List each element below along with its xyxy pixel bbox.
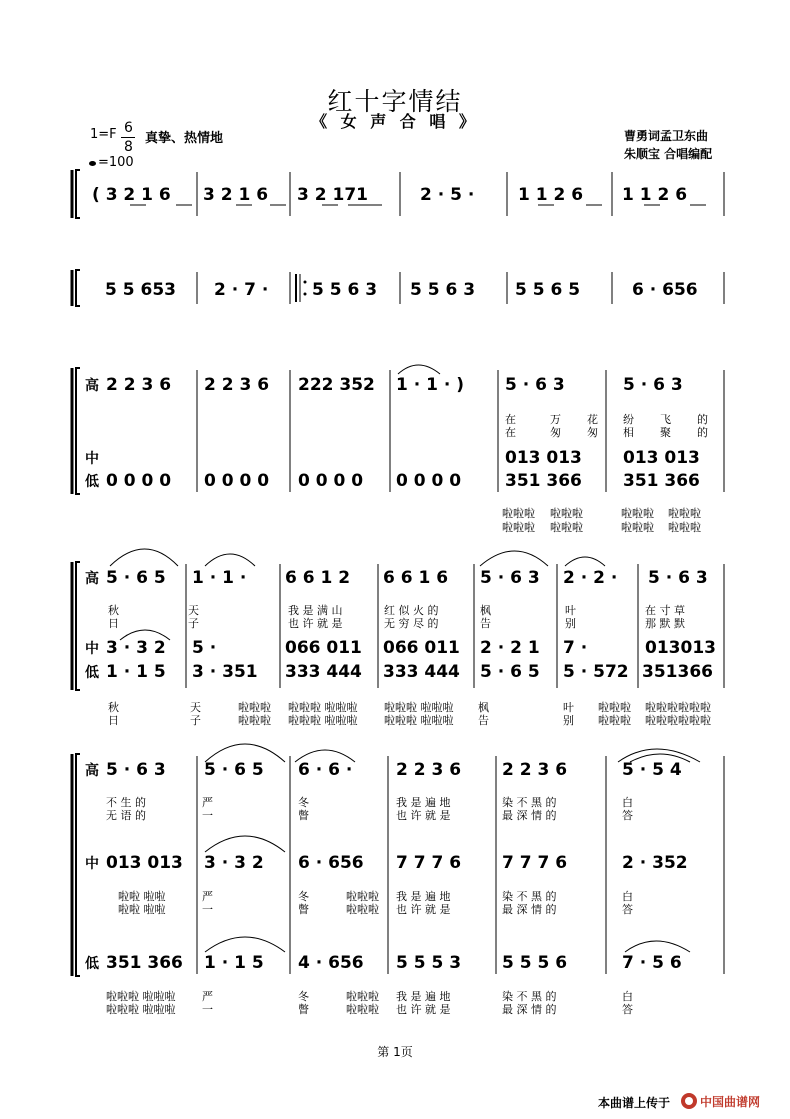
part-label-mid: 中	[85, 451, 99, 467]
site-logo	[680, 1091, 776, 1111]
lyric: 严	[202, 890, 213, 903]
note-group: 1 1 2 6	[518, 185, 584, 205]
lyric: 啦啦啦	[598, 701, 631, 714]
lyric: 答	[622, 1003, 633, 1016]
lyric: 啦啦 啦啦	[118, 890, 166, 903]
note-group: 2 2 3 6	[204, 375, 270, 395]
lyric: 纷	[623, 413, 634, 426]
part-label-mid-s4: 中	[85, 641, 99, 657]
part-label-high: 高	[85, 378, 99, 394]
lyric: 答	[622, 903, 633, 916]
lyric: 啦啦啦	[598, 714, 631, 727]
note-group: 5 5 5 3	[396, 953, 462, 973]
lyric: 日	[108, 714, 119, 727]
lyric: 也 许 就 是	[396, 1003, 451, 1016]
lyric: 啦啦啦	[621, 507, 654, 520]
system-2	[72, 270, 724, 306]
lyric: 天	[188, 604, 199, 617]
lyric: 不 生 的	[106, 796, 146, 809]
note-group: 5 · 6 3	[106, 760, 166, 780]
note-group: 7 7 7 6	[502, 853, 568, 873]
lyric: 叶	[565, 604, 576, 617]
lyric: 匆	[550, 426, 561, 439]
lyric: 花	[587, 413, 598, 426]
lyric: 冬	[298, 796, 309, 809]
system-5-notes	[106, 760, 688, 1016]
system-5	[72, 754, 724, 1016]
site-logo-icon	[680, 1091, 776, 1111]
lyric: 在	[505, 426, 516, 439]
lyric: 啦啦啦	[502, 507, 535, 520]
lyric: 啦啦啦	[502, 521, 535, 534]
note-group: 5 · 572	[563, 662, 629, 682]
note-group: 5 · 6 5	[480, 662, 540, 682]
upload-note: 本曲谱上传于	[598, 1096, 671, 1110]
lyric: 别	[565, 617, 576, 630]
lyric: 一	[202, 809, 213, 822]
lyric: 冬	[298, 990, 309, 1003]
note-group: 5 5 653	[105, 280, 176, 300]
lyric: 啦啦啦啦啦啦	[645, 701, 711, 714]
key-signature: 1=F	[90, 127, 117, 142]
note-group: 5 5 6 5	[515, 280, 581, 300]
lyric: 秋	[108, 604, 119, 617]
note-group: 2 2 3 6	[502, 760, 568, 780]
note-group: 333 444	[285, 662, 362, 682]
note-group: 2 2 3 6	[396, 760, 462, 780]
lyric: 瞥	[298, 809, 309, 822]
lyric: 无 语 的	[106, 809, 146, 822]
note-group: 222 352	[298, 375, 375, 395]
note-group: 1 · 1 ·	[192, 568, 247, 588]
part-label-mid-s5: 中	[85, 856, 99, 872]
lyric: 啦啦啦	[346, 903, 379, 916]
note-group: 013 013	[106, 853, 183, 873]
lyric: 在	[505, 413, 516, 426]
lyric: 在 寸 草	[645, 604, 685, 617]
note-group: 0 0 0 0	[106, 471, 172, 491]
part-label-low-s4: 低	[85, 665, 99, 681]
lyric: 飞	[660, 413, 671, 426]
note-group: 2 · 352	[622, 853, 688, 873]
system-1-notes	[92, 185, 706, 205]
lyric: 啦啦啦啦啦啦	[645, 714, 711, 727]
lyric: 天	[190, 701, 201, 714]
lyric: 啦啦啦	[668, 507, 701, 520]
note-group: 5 · 5 4	[622, 760, 682, 780]
lyric: 白	[622, 796, 633, 809]
lyric: 最 深 情 的	[502, 1003, 557, 1016]
lyric: 秋	[108, 701, 119, 714]
note-group: 6 · 656	[298, 853, 364, 873]
lyric: 枫	[478, 701, 489, 714]
lyric: 无 穷 尽 的	[384, 617, 439, 630]
song-subtitle: 《 女 声 合 唱 》	[311, 112, 479, 131]
arranger: 朱顺宝 合唱编配	[624, 147, 713, 161]
lyric: 最 深 情 的	[502, 903, 557, 916]
lyric: 啦啦啦 啦啦啦	[106, 1003, 176, 1016]
note-group: 6 · 656	[632, 280, 698, 300]
lyric: 别	[563, 714, 574, 727]
lyric: 我 是 遍 地	[396, 890, 451, 903]
note-group: 1 1 2 6	[622, 185, 688, 205]
lyric: 聚	[660, 426, 671, 439]
lyric: 子	[188, 617, 199, 630]
lyric: 也 许 就 是	[288, 617, 343, 630]
lyric: 啦啦啦 啦啦啦	[288, 701, 358, 714]
note-group: 6 6 1 6	[383, 568, 449, 588]
lyric: 红 似 火 的	[384, 604, 439, 617]
note-group: 351 366	[505, 471, 582, 491]
note-group: 5 · 6 3	[505, 375, 565, 395]
note-group: 066 011	[285, 638, 362, 658]
note-group: 6 · 6 ·	[298, 760, 353, 780]
lyric: 答	[622, 809, 633, 822]
note-group: 351 366	[106, 953, 183, 973]
lyric: 的	[697, 413, 708, 426]
lyric: 我 是 遍 地	[396, 796, 451, 809]
note-group: 5 5 6 3	[410, 280, 476, 300]
lyric: 最 深 情 的	[502, 809, 557, 822]
note-group: 0 0 0 0	[204, 471, 270, 491]
repeat-sign	[296, 274, 307, 302]
note-group: 5 · 6 3	[623, 375, 683, 395]
note-group: 3 2 171	[297, 185, 368, 205]
system-2-notes	[105, 280, 698, 300]
system-1	[72, 170, 724, 218]
note-group: 6 6 1 2	[285, 568, 351, 588]
meter-numerator: 6	[124, 120, 133, 136]
lyric: 冬	[298, 890, 309, 903]
note-group: 3 · 3 2	[204, 853, 264, 873]
song-title: 红十字情结	[327, 87, 463, 116]
lyric: 我 是 满 山	[288, 604, 343, 617]
note-group: 5 ·	[192, 638, 217, 658]
note-group: ( 3 2 1 6	[92, 185, 171, 205]
lyric: 啦啦啦	[550, 521, 583, 534]
part-label-high-s4: 高	[85, 571, 99, 587]
meter-denominator: 8	[124, 139, 133, 155]
note-group: 2 · 2 1	[480, 638, 540, 658]
lyric: 啦啦啦	[238, 714, 271, 727]
note-group: 013 013	[623, 448, 700, 468]
lyric: 啦啦啦 啦啦啦	[384, 714, 454, 727]
lyric: 相	[623, 426, 634, 439]
lyric: 也 许 就 是	[396, 809, 451, 822]
note-group: 1 · 1 5	[204, 953, 264, 973]
lyric: 也 许 就 是	[396, 903, 451, 916]
note-group: 5 5 5 6	[502, 953, 568, 973]
note-group: 5 · 6 5	[204, 760, 264, 780]
lyric: 啦啦啦 啦啦啦	[384, 701, 454, 714]
lyric: 啦啦 啦啦	[118, 903, 166, 916]
lyric: 一	[202, 1003, 213, 1016]
lyric: 啦啦啦	[238, 701, 271, 714]
lyric: 万	[550, 413, 561, 426]
note-group: 351366	[642, 662, 713, 682]
lyric: 啦啦啦	[668, 521, 701, 534]
note-group: 013 013	[505, 448, 582, 468]
note-group: 066 011	[383, 638, 460, 658]
note-group: 333 444	[383, 662, 460, 682]
lyric: 日	[108, 617, 119, 630]
lyric: 严	[202, 990, 213, 1003]
lyric: 的	[697, 426, 708, 439]
note-group: 5 · 6 3	[648, 568, 708, 588]
lyric: 白	[622, 990, 633, 1003]
note-group: 5 5 6 3	[312, 280, 378, 300]
lyric: 啦啦啦	[621, 521, 654, 534]
system-4	[72, 562, 724, 727]
lyric: 叶	[563, 701, 574, 714]
lyric: 一	[202, 903, 213, 916]
note-group: 4 · 656	[298, 953, 364, 973]
tempo-mark: =100	[98, 155, 134, 170]
lyric: 白	[622, 890, 633, 903]
note-group: 2 · 2 ·	[563, 568, 618, 588]
system-3-notes	[106, 375, 708, 534]
lyric: 染 不 黑 的	[502, 796, 557, 809]
lyric: 那 默 默	[645, 617, 685, 630]
note-group: 0 0 0 0	[298, 471, 364, 491]
lyric: 瞥	[298, 903, 309, 916]
part-label-low: 低	[85, 474, 99, 490]
lyric: 子	[190, 714, 201, 727]
note-group: 2 · 5 ·	[420, 185, 475, 205]
note-group: 3 · 3 2	[106, 638, 166, 658]
expression-mark: 真挚、热情地	[145, 131, 224, 146]
note-group: 7 · 5 6	[622, 953, 682, 973]
system-3	[72, 368, 724, 534]
lyric: 啦啦啦	[346, 1003, 379, 1016]
part-label-high-s5: 高	[85, 763, 99, 779]
note-group: 0 0 0 0	[396, 471, 462, 491]
lyric: 啦啦啦	[550, 507, 583, 520]
note-group: 351 366	[623, 471, 700, 491]
lyric: 我 是 遍 地	[396, 990, 451, 1003]
lyric: 啦啦啦 啦啦啦	[106, 990, 176, 1003]
lyric: 瞥	[298, 1003, 309, 1016]
note-group: 3 · 351	[192, 662, 258, 682]
note-group: 1 · 1 · )	[396, 375, 465, 395]
part-label-low-s5: 低	[85, 956, 99, 972]
lyric: 告	[478, 714, 489, 727]
note-group: 5 · 6 3	[480, 568, 540, 588]
note-group: 7 7 7 6	[396, 853, 462, 873]
lyric: 染 不 黑 的	[502, 890, 557, 903]
lyric: 啦啦啦	[346, 890, 379, 903]
note-group: 7 ·	[563, 638, 588, 658]
lyric: 啦啦啦	[346, 990, 379, 1003]
note-group: 013013	[645, 638, 716, 658]
lyric: 枫	[480, 604, 491, 617]
lyric: 啦啦啦 啦啦啦	[288, 714, 358, 727]
note-group: 1 · 1 5	[106, 662, 166, 682]
site-logo-text: 中国曲谱网	[700, 1095, 761, 1109]
note-group: 5 · 6 5	[106, 568, 166, 588]
lyric: 告	[480, 617, 491, 630]
lyricist-composer: 曹勇词孟卫东曲	[624, 129, 709, 143]
lyric: 匆	[587, 426, 598, 439]
system-4-notes	[106, 568, 716, 727]
note-group: 3 2 1 6	[203, 185, 269, 205]
lyric: 染 不 黑 的	[502, 990, 557, 1003]
note-group: 2 2 3 6	[106, 375, 172, 395]
note-group: 2 · 7 ·	[214, 280, 269, 300]
page-number: 第 1页	[377, 1045, 413, 1059]
lyric: 严	[202, 796, 213, 809]
